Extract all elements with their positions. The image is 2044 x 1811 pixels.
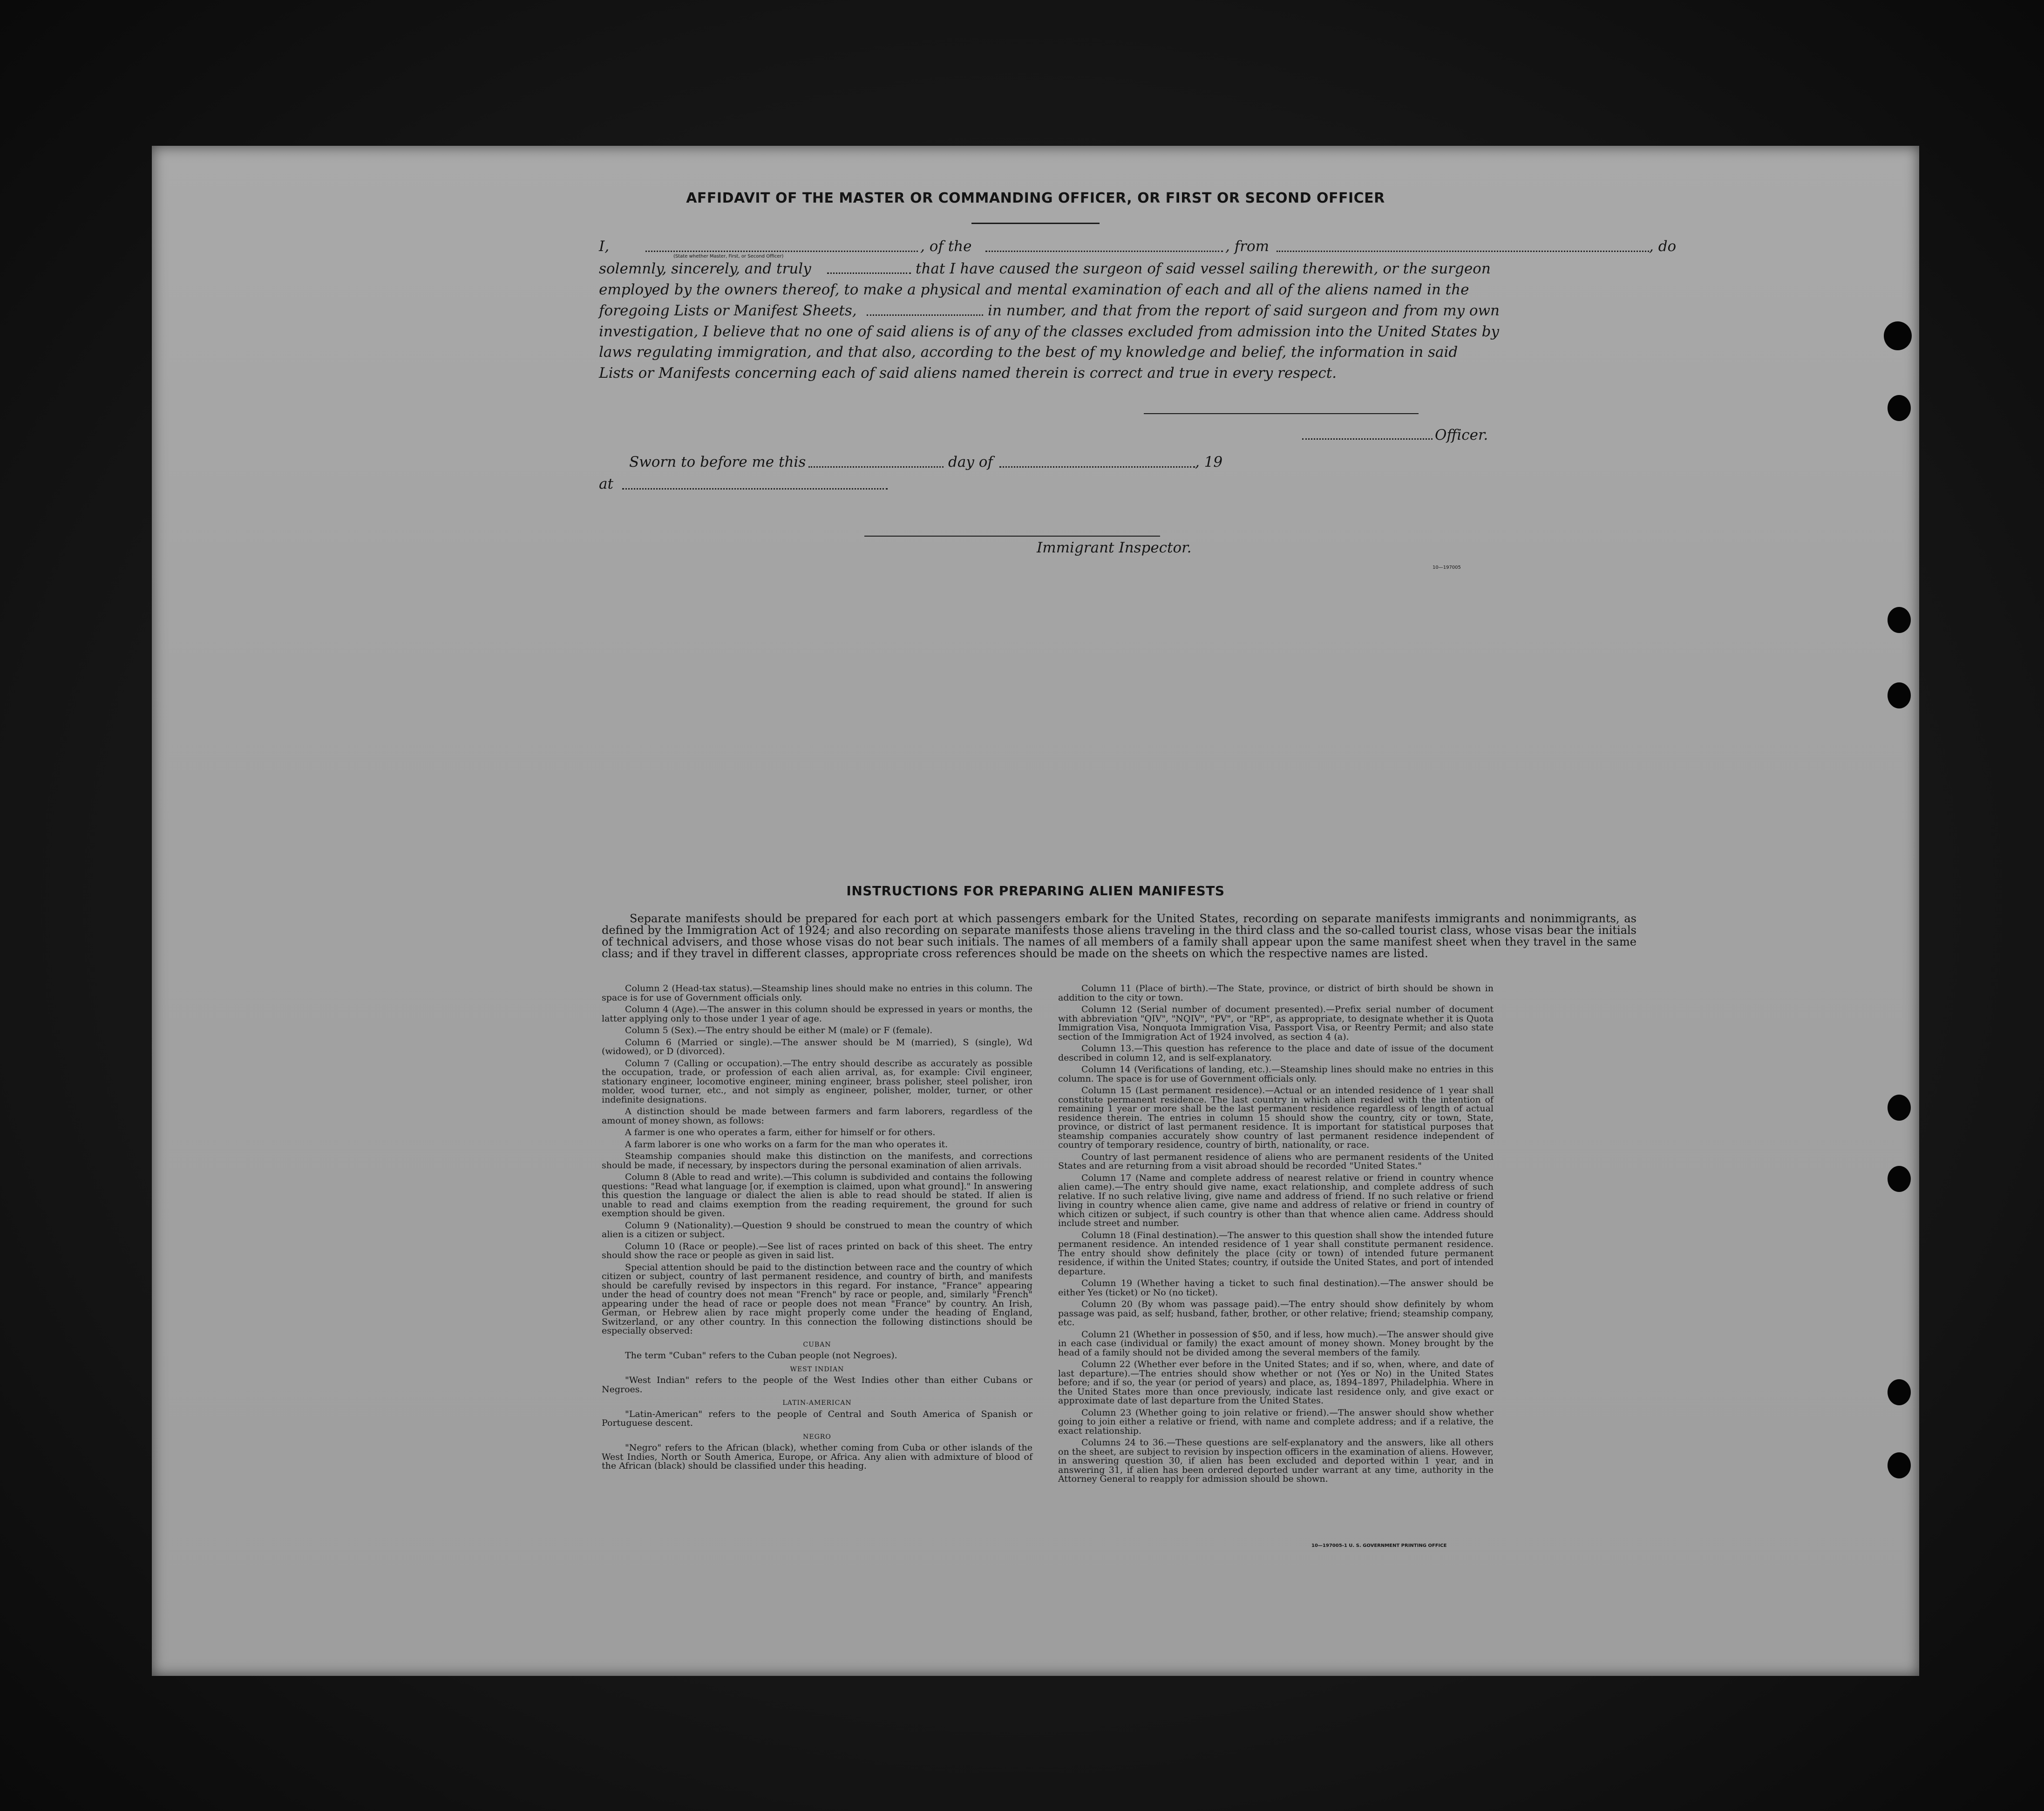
instruction-paragraph: Column 14 (Verifications of landing, etc.).—Steamship lines should make no entries in this column. The space is for use of Government officials only.: [1058, 1064, 1494, 1084]
instruction-paragraph: Column 17 (Name and complete address of nearest relative or friend in country whence alien came).—The entry should give name, exact relationship, and complete address of such relative. If no such relative living, give name and address of friend. If no such relative or friend living in country whence alien came, give name and address of relative or friend in country of which citizen or subject, if such country is other than that whence alien came. Address should include street and number.: [1058, 1172, 1494, 1228]
manifest-sheet: [152, 146, 1919, 1676]
negro-definition: "Negro" refers to the African (black), whether coming from Cuba or other islands of the West Indies, North or South America, Europe, or Africa. Any alien with admixture of blood of the African (black) should be classified under this heading.: [602, 1443, 1032, 1471]
instruction-paragraph: Column 7 (Calling or occupation).—The entry should describe as accurately as possible the occupation, trade, or profession of each alien arrival, as, for example: Civil engineer, stationary engineer, locomotive engineer, mining engineer, brass polisher, steel polisher, iron molder, wood turner, etc., and not simply as engineer, polisher, molder, turner, or other indefinite designations.: [602, 1058, 1032, 1105]
instruction-paragraph: Column 2 (Head-tax status).—Steamship lines should make no entries in this column. The space is for use of Government officials only.: [602, 983, 1032, 1003]
affidavit-title: AFFIDAVIT OF THE MASTER OR COMMANDING OFFICER, OR FIRST OR SECOND OFFICER: [686, 190, 1385, 206]
signature-line[interactable]: [1144, 413, 1419, 414]
affidavit-line4b: in number, and that from the report of said surgeon and from my own: [988, 302, 1500, 319]
instruction-paragraph: Country of last permanent residence of aliens who are permanent residents of the United States and are returning from a visit abroad should be recorded "United States.": [1058, 1151, 1494, 1171]
port-from-blank[interactable]: [1277, 251, 1649, 252]
binder-hole: [1888, 1452, 1911, 1478]
instruction-paragraph: Column 6 (Married or single).—The answer should be M (married), S (single), Wd (widowed), or D (divorced).: [602, 1037, 1032, 1056]
sworn-day-blank[interactable]: [808, 466, 944, 468]
instruction-paragraph: Column 20 (By whom was passage paid).—The entry should show definitely by whom passage was paid, as self; husband, father, brother, or other relative; friend; steamship company, etc.: [1058, 1299, 1494, 1328]
instruction-paragraph: Column 12 (Serial number of document presented).—Prefix serial number of document with abbreviation "QIV", "NQIV", "PV", or "RP", as appropriate, to designate whether it is Quota Immigration Visa, Nonquota Immigration Visa, Passport Visa, or Reentry Permit; and also state section of the Immigration Act of 1924 involved, as section 4 (a).: [1058, 1004, 1494, 1042]
affidavit-i: I,: [599, 238, 610, 255]
vessel-name-blank[interactable]: [985, 251, 1223, 252]
title-underline: [971, 223, 1100, 224]
affidavit-from: , from: [1225, 238, 1270, 255]
instructions-title: INSTRUCTIONS FOR PREPARING ALIEN MANIFESTS: [846, 883, 1225, 899]
sworn-place-blank[interactable]: [622, 488, 888, 490]
instruction-paragraph: Column 8 (Able to read and write).—This column is subdivided and contains the following questions: "Read what language [or, if exemption is claimed, upon what ground]." In answering this question the language or dialect the alien is able to read should be stated. If alien is unable to read and claims exemption from the reading requirement, the ground for such exemption should be given.: [602, 1172, 1032, 1219]
affidavit-line5: investigation, I believe that no one of said aliens is of any of the classes excluded from admission into the United States by: [599, 323, 1500, 340]
officer-label: Officer.: [1435, 427, 1488, 443]
instruction-paragraph: Column 9 (Nationality).—Question 9 should be construed to mean the country of which alien is a citizen or subject.: [602, 1220, 1032, 1239]
affidavit-do: , do: [1649, 238, 1677, 255]
binder-hole: [1888, 682, 1911, 708]
instruction-paragraph: Steamship companies should make this distinction on the manifests, and corrections should be made, if necessary, by inspectors during the personal examination of alien arrivals.: [602, 1151, 1032, 1171]
binder-hole: [1888, 1095, 1911, 1121]
binder-hole: [1888, 395, 1911, 421]
instruction-paragraph: A distinction should be made between farmers and farm laborers, regardless of the amount of money shown, as follows:: [602, 1106, 1032, 1126]
sworn-text: Sworn to before me this: [629, 454, 806, 470]
instruction-paragraph: Column 19 (Whether having a ticket to such final destination).—The answer should be either Yes (ticket) or No (no ticket).: [1058, 1278, 1494, 1298]
instructions-left-column: [602, 984, 1032, 1474]
binder-hole: [1888, 1379, 1911, 1405]
affidavit-line2b: that I have caused the surgeon of said vessel sailing therewith, or the surgeon: [916, 260, 1491, 277]
form-number: 10—197005: [1433, 565, 1461, 570]
instruction-paragraph: Column 4 (Age).—The answer in this column should be expressed in years or months, the latter applying only to those under 1 year of age.: [602, 1004, 1032, 1024]
instruction-paragraph: Column 23 (Whether going to join relative or friend).—The answer should show whether going to join either a relative or friend, with name and complete address; and if a relative, the exact relationship.: [1058, 1407, 1494, 1436]
at-text: at: [599, 476, 613, 492]
instruction-paragraph: Column 21 (Whether in possession of $50, and if less, how much).—The answer should give in each case (individual or family) the exact amount of money shown. Money brought by the head of a family should not be divided among the several members of the family.: [1058, 1329, 1494, 1358]
inspector-label: Immigrant Inspector.: [1037, 539, 1192, 556]
affidavit-line6: laws regulating immigration, and that also, according to the best of my knowledge and belief, the information in said: [599, 344, 1458, 361]
day-of-text: day of: [948, 454, 993, 470]
sworn-month-blank[interactable]: [999, 466, 1195, 468]
instruction-paragraph: Column 18 (Final destination).—The answer to this question shall show the intended future permanent residence. An intended residence of 1 year shall constitute permanent residence. The entry should show definitely the place (city or town) of intended future permanent residence, if within the United States; country, if outside the United States, and port of intended departure.: [1058, 1230, 1494, 1277]
instruction-paragraph: Column 10 (Race or people).—See list of races printed on back of this sheet. The entry should show the race or people as given in said list.: [602, 1241, 1032, 1260]
officer-signature-blank[interactable]: [1302, 438, 1433, 440]
inspector-signature-line[interactable]: [864, 536, 1160, 537]
instruction-paragraph: A farm laborer is one who works on a farm for the man who operates it.: [625, 1139, 948, 1150]
instruction-paragraph: Column 11 (Place of birth).—The State, province, or district of birth should be shown in addition to the city or town.: [1058, 983, 1494, 1003]
instruction-paragraph: Column 5 (Sex).—The entry should be either M (male) or F (female).: [625, 1025, 933, 1035]
latin-american-heading: LATIN-AMERICAN: [782, 1399, 852, 1407]
binder-hole: [1888, 607, 1911, 633]
officer-note: (State whether Master, First, or Second Officer): [673, 254, 784, 259]
instruction-paragraph: Columns 24 to 36.—These questions are self-explanatory and the answers, like all others on the sheet, are subject to revision by inspection officers in the examination of aliens. However, in answering question 30, if alien has been excluded and deported within 1 year, and in answering 31, if alien has been ordered deported under warrant at any time, authority in the Attorney General to reapply for admission should be shown.: [1058, 1437, 1494, 1484]
west-indian-definition: "West Indian" refers to the people of the West Indies other than either Cubans or Negroes.: [602, 1375, 1032, 1395]
cuban-definition: The term "Cuban" refers to the Cuban people (not Negroes).: [625, 1350, 897, 1361]
instructions-intro: Separate manifests should be prepared for each port at which passengers embark for the United States, recording on separate manifests immigrants and nonimmigrants, as defined by the Immigration Act of 1924; and also recording on separate manifests those aliens traveling in the third class and the so-called tourist class, whose visas bear the initials of technical advisers, and those whose visas do not bear such initials. The names of all members of a family shall appear upon the same manifest sheet when they travel in the same class; and if they travel in different classes, appropriate cross references should be made on the sheets on which the respective names are listed.: [602, 912, 1637, 960]
instructions-right-column: [1058, 984, 1494, 1487]
instruction-paragraph: Column 22 (Whether ever before in the United States; and if so, when, where, and date of last departure).—The entries should show whether or not (Yes or No) in the United States before; and if so, the year (or period of years) and place, as, 1894–1897, Philadelphia. Where in the United States more than once previously, indicate last residence only, and give exact or approximate date of last departure from the United States.: [1058, 1359, 1494, 1406]
affidavit-line2a: solemnly, sincerely, and truly: [599, 260, 811, 277]
instruction-paragraph: A farmer is one who operates a farm, either for himself or for others.: [625, 1127, 936, 1137]
affidavit-of-the: , of the: [920, 238, 972, 255]
instruction-paragraph: Column 13.—This question has reference to the place and date of issue of the document described in column 12, and is self-explanatory.: [1058, 1043, 1494, 1063]
truly-blank[interactable]: [827, 272, 911, 274]
west-indian-heading: WEST INDIAN: [790, 1365, 844, 1373]
year-text: , 19: [1195, 454, 1223, 470]
cuban-heading: CUBAN: [803, 1341, 831, 1348]
latin-american-definition: "Latin-American" refers to the people of Central and South America of Spanish or Portuguese descent.: [602, 1409, 1032, 1428]
printing-office-footer: 10—197005-1 U. S. GOVERNMENT PRINTING OFFICE: [1311, 1543, 1447, 1548]
affidavit-line3: employed by the owners thereof, to make a physical and mental examination of each and all of the aliens named in the: [599, 281, 1469, 298]
instruction-paragraph: Column 15 (Last permanent residence).—Actual or an intended residence of 1 year shall constitute permanent residence. The last country in which alien resided with the intention of remaining 1 year or more shall be the last permanent residence regardless of length of actual residence therein. The entries in column 15 should show the country, city or town, State, province, or district of last permanent residence. It is important for statistical purposes that steamship companies accurately show country of last permanent residence independent of country of temporary residence, country of birth, nationality, or race.: [1058, 1085, 1494, 1150]
instruction-paragraph: Special attention should be paid to the distinction between race and the country of which citizen or subject, country of last permanent residence, and country of birth, and manifests should be carefully revised by inspectors in this regard. For instance, "France" appearing under the head of country does not mean "French" by race or people, and, similarly "French" appearing under the head of race or people does not mean "France" by country. An Irish, German, or Hebrew alien by race might properly come under the heading of England, Switzerland, or any other country. In this connection the following distinctions should be especially observed:: [602, 1262, 1032, 1336]
negro-heading: NEGRO: [803, 1433, 831, 1441]
binder-hole: [1884, 321, 1912, 350]
officer-name-blank[interactable]: [645, 251, 918, 252]
affidavit-line7: Lists or Manifests concerning each of said aliens named therein is correct and true in every respect.: [599, 365, 1337, 381]
binder-hole: [1888, 1166, 1911, 1192]
affidavit-line4a: foregoing Lists or Manifest Sheets,: [599, 302, 857, 319]
sheets-number-blank[interactable]: [867, 314, 983, 316]
